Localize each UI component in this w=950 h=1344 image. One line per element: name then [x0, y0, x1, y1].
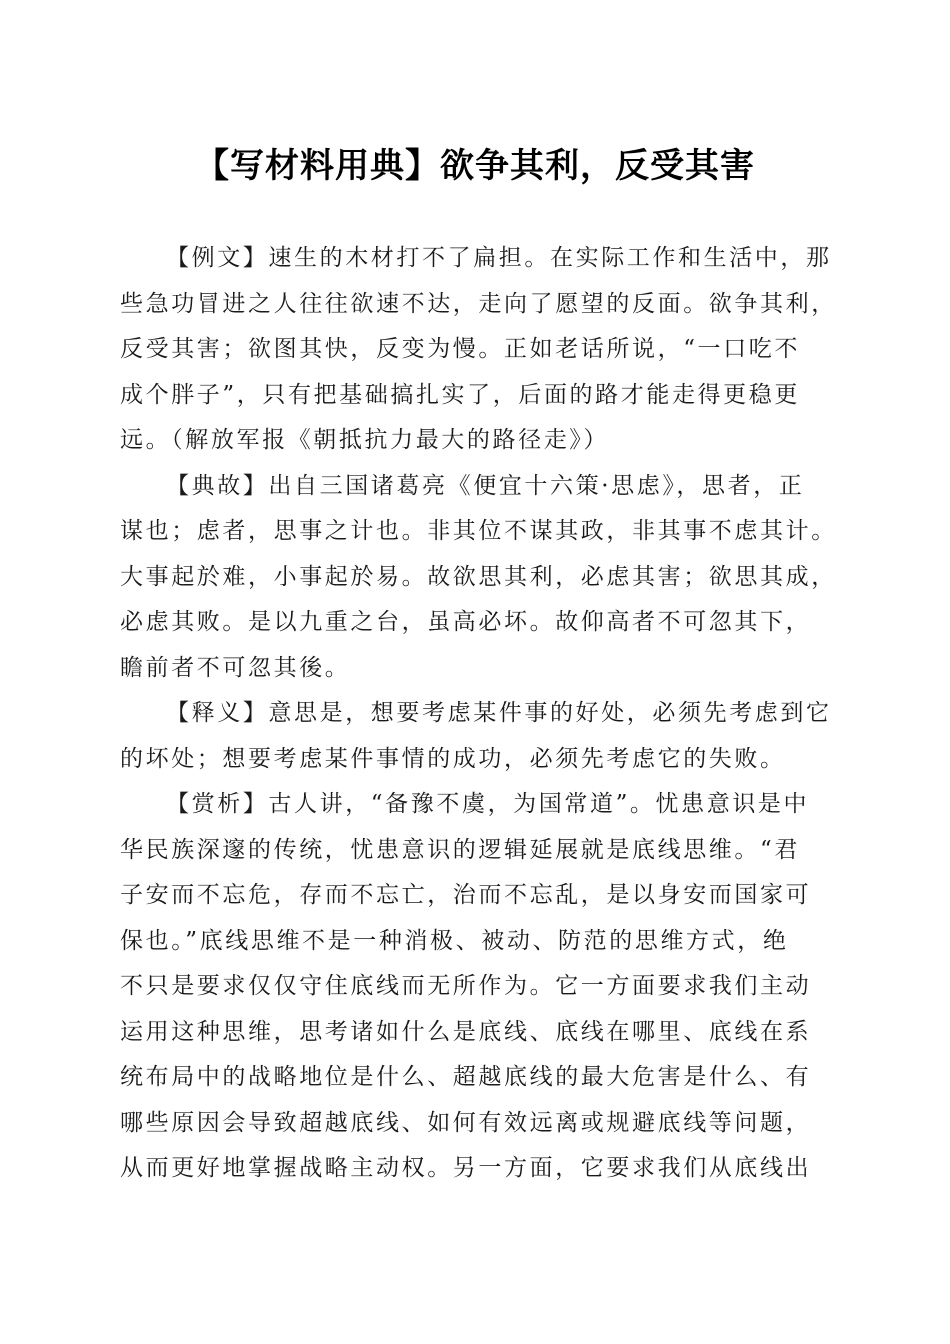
paragraph-line: 大事起於难，小事起於易。故欲思其利，必虑其害；欲思其成，: [120, 563, 837, 590]
section-tag-meaning: 【释义】: [166, 700, 269, 726]
paragraph-line: [120, 236, 832, 282]
paragraph-line: 必虑其败。是以九重之台，虽高必坏。故仰高者不可忽其下，: [120, 609, 812, 635]
paragraph-line: 华民族深邃的传统，忧患意识的逻辑延展就是底线思维。“君: [120, 836, 800, 863]
paragraph-line: 瞻前者不可忽其後。: [120, 654, 351, 681]
paragraph-line: 些急功冒进之人往往欲速不达，走向了愿望的反面。欲争其利，: [120, 290, 837, 317]
paragraph-line: 哪些原因会导致超越底线、如何有效远离或规避底线等问题，: [120, 1109, 812, 1136]
paragraph-line: [120, 782, 832, 828]
paragraph-line: 保也。”底线思维不是一种消极、被动、防范的思维方式，绝: [120, 927, 789, 954]
section-tag-analysis: 【赏析】: [166, 791, 269, 817]
paragraph-line: 不只是要求仅仅守住底线而无所作为。它一方面要求我们主动: [120, 973, 812, 999]
paragraph-line: 反受其害；欲图其快，反变为慢。正如老话所说，“一口吃不: [120, 336, 800, 362]
line-text: 出自三国诸葛亮《便宜十六策·思虑》，思者，正: [268, 472, 805, 499]
paragraph-line: 的坏处；想要考虑某件事情的成功，必须先考虑它的失败。: [120, 745, 786, 772]
section-tag-example: 【例文】: [166, 245, 269, 271]
paragraph-line: 统布局中的战略地位是什么、超越底线的最大危害是什么、有: [120, 1064, 812, 1090]
document-body: [120, 236, 837, 1192]
line-text: 速生的木材打不了扁担。在实际工作和生活中，那: [268, 245, 832, 271]
paragraph-line: [120, 691, 832, 737]
document-title: 【写材料用典】欲争其利，反受其害: [195, 146, 755, 186]
line-text: 古人讲，“备豫不虞，为国常道”。忧患意识是中: [268, 791, 810, 817]
paragraph-line: [120, 464, 832, 510]
section-tag-allusion: 【典故】: [166, 472, 269, 499]
line-text: 意思是，想要考虑某件事的好处，必须先考虑到它: [268, 700, 832, 726]
paragraph-line: 成个胖子”，只有把基础搞扎实了，后面的路才能走得更稳更: [120, 381, 800, 408]
paragraph-line: 运用这种思维，思考诸如什么是底线、底线在哪里、底线在系: [120, 1018, 812, 1045]
paragraph-line: 子安而不忘危，存而不忘亡，治而不忘乱，是以身安而国家可: [120, 882, 812, 908]
paragraph-line: 谋也；虑者，思事之计也。非其位不谋其政，非其事不虑其计。: [120, 518, 837, 544]
paragraph-line: 从而更好地掌握战略主动权。另一方面，它要求我们从底线出: [120, 1155, 812, 1181]
paragraph-line: 远。（解放军报《朝抵抗力最大的路径走》）: [120, 427, 609, 453]
